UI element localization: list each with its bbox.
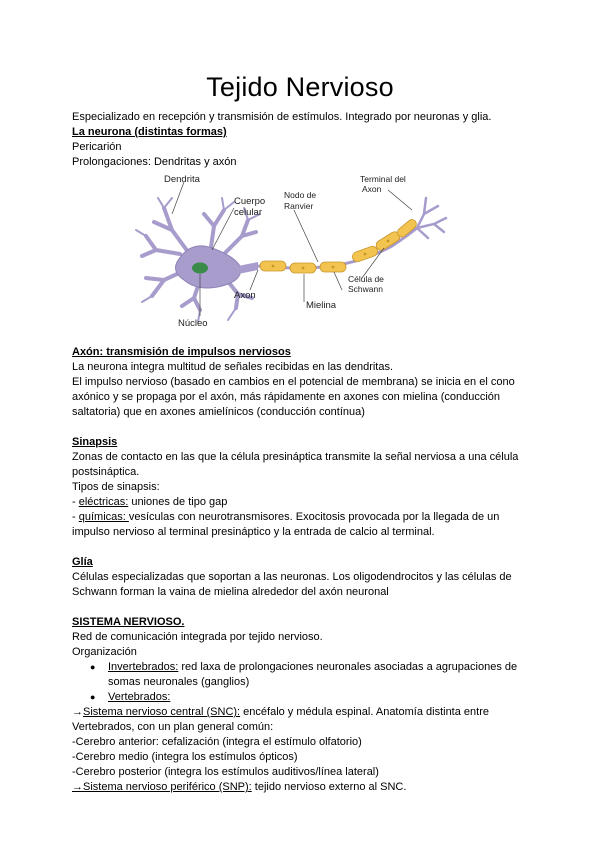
axon-heading: Axón: transmisión de impulsos nerviosos: [72, 346, 291, 358]
sinapsis-paragraph-1: Zonas de contacto en las que la célula presináptica transmite la señal nerviosa a una célula postsináptica.: [72, 451, 519, 478]
intro-paragraph: Especializado en recepción y transmisión de estímulos. Integrado por neuronas y glia.: [72, 111, 492, 123]
label-cuerpo-2: celular: [234, 207, 262, 218]
label-nucleo: Núcleo: [178, 318, 208, 329]
cerebro-posterior: -Cerebro posterior (integra los estímulos auditivos/línea lateral): [72, 766, 379, 778]
neuron-diagram: [72, 170, 532, 330]
glia-heading: Glía: [72, 556, 93, 568]
neuron-illustration: [72, 170, 532, 330]
label-dendrita: Dendrita: [164, 174, 200, 185]
glia-paragraph: Células especializadas que soportan a las neuronas. Los oligodendrocitos y las células de Schwann forman la vaina de mielina alrededor del axón neuronal: [72, 571, 512, 598]
sistema-paragraph-1: Red de comunicación integrada por tejido nervioso.: [72, 631, 323, 643]
cell-body: [176, 246, 241, 288]
snc-paragraph: →Sistema nervioso central (SNC): encéfalo y médula espinal. Anatomía distinta entre Vertebrados, con un plan general común:: [72, 706, 489, 733]
label-celula-1: Célula de: [348, 274, 384, 284]
label-cuerpo-1: Cuerpo: [234, 196, 266, 207]
page-title: Tejido Nervioso: [206, 72, 394, 102]
axon-paragraph-1: La neurona integra multitud de señales recibidas en las dendritas.: [72, 361, 394, 373]
nucleus: [192, 263, 208, 274]
sistema-heading: SISTEMA NERVIOSO.: [72, 616, 185, 628]
neurona-heading: La neurona (distintas formas): [72, 126, 227, 138]
bullet-vertebrados: [72, 690, 532, 705]
bullet-invertebrados: ● Invertebrados: red laxa de prolongaciones neuronales asociadas a agrupaciones de somas neuronales (ganglios): [72, 660, 532, 690]
quimicas-term: químicas:: [78, 511, 129, 523]
label-nodo-2: Ranvier: [284, 201, 314, 211]
label-nodo-1: Nodo de: [284, 190, 317, 200]
snp-paragraph: →Sistema nervioso periférico (SNP): tejido nervioso externo al SNC.: [72, 781, 407, 793]
sinapsis-paragraph-2: Tipos de sinapsis:: [72, 481, 160, 493]
axon-terminal: [417, 198, 446, 238]
label-terminal-1: Terminal del: [360, 174, 406, 184]
document-body: [72, 110, 532, 795]
electricas-term: eléctricas:: [78, 496, 129, 508]
cerebro-medio: -Cerebro medio (integra los estímulos ópticos): [72, 751, 298, 763]
snp-term: →Sistema nervioso periférico (SNP):: [72, 781, 252, 793]
neurona-line-2: Prolongaciones: Dendritas y axón: [72, 156, 237, 168]
label-terminal-2: Axon: [362, 184, 382, 194]
cerebro-anterior: -Cerebro anterior: cefalización (integra el estímulo olfatorio): [72, 736, 362, 748]
label-mielina: Mielina: [306, 300, 337, 311]
invertebrados-term: Invertebrados:: [108, 661, 179, 673]
label-axon: Axon: [234, 290, 256, 301]
sinapsis-quimicas: - químicas: vesículas con neurotransmisores. Exocitosis provocada por la llegada de un impulso nervioso al terminal presináptico y la entrada de calcio al terminal.: [72, 511, 500, 538]
snc-term: Sistema nervioso central (SNC):: [83, 706, 241, 718]
label-celula-2: Schwann: [348, 284, 383, 294]
vertebrados-term: Vertebrados:: [108, 691, 171, 703]
sistema-paragraph-2: Organización: [72, 646, 137, 658]
axon-paragraph-2: El impulso nervioso (basado en cambios en el potencial de membrana) se inicia en el cono axónico y se propaga por el axón, más rápidamente en axones con mielina (conducción saltatoria) que en axones amielínicos (conducción contínua): [72, 376, 515, 418]
neurona-line-1: Pericarión: [72, 141, 122, 153]
sinapsis-heading: Sinapsis: [72, 436, 118, 448]
sinapsis-electricas: - eléctricas: uniones de tipo gap: [72, 496, 228, 508]
